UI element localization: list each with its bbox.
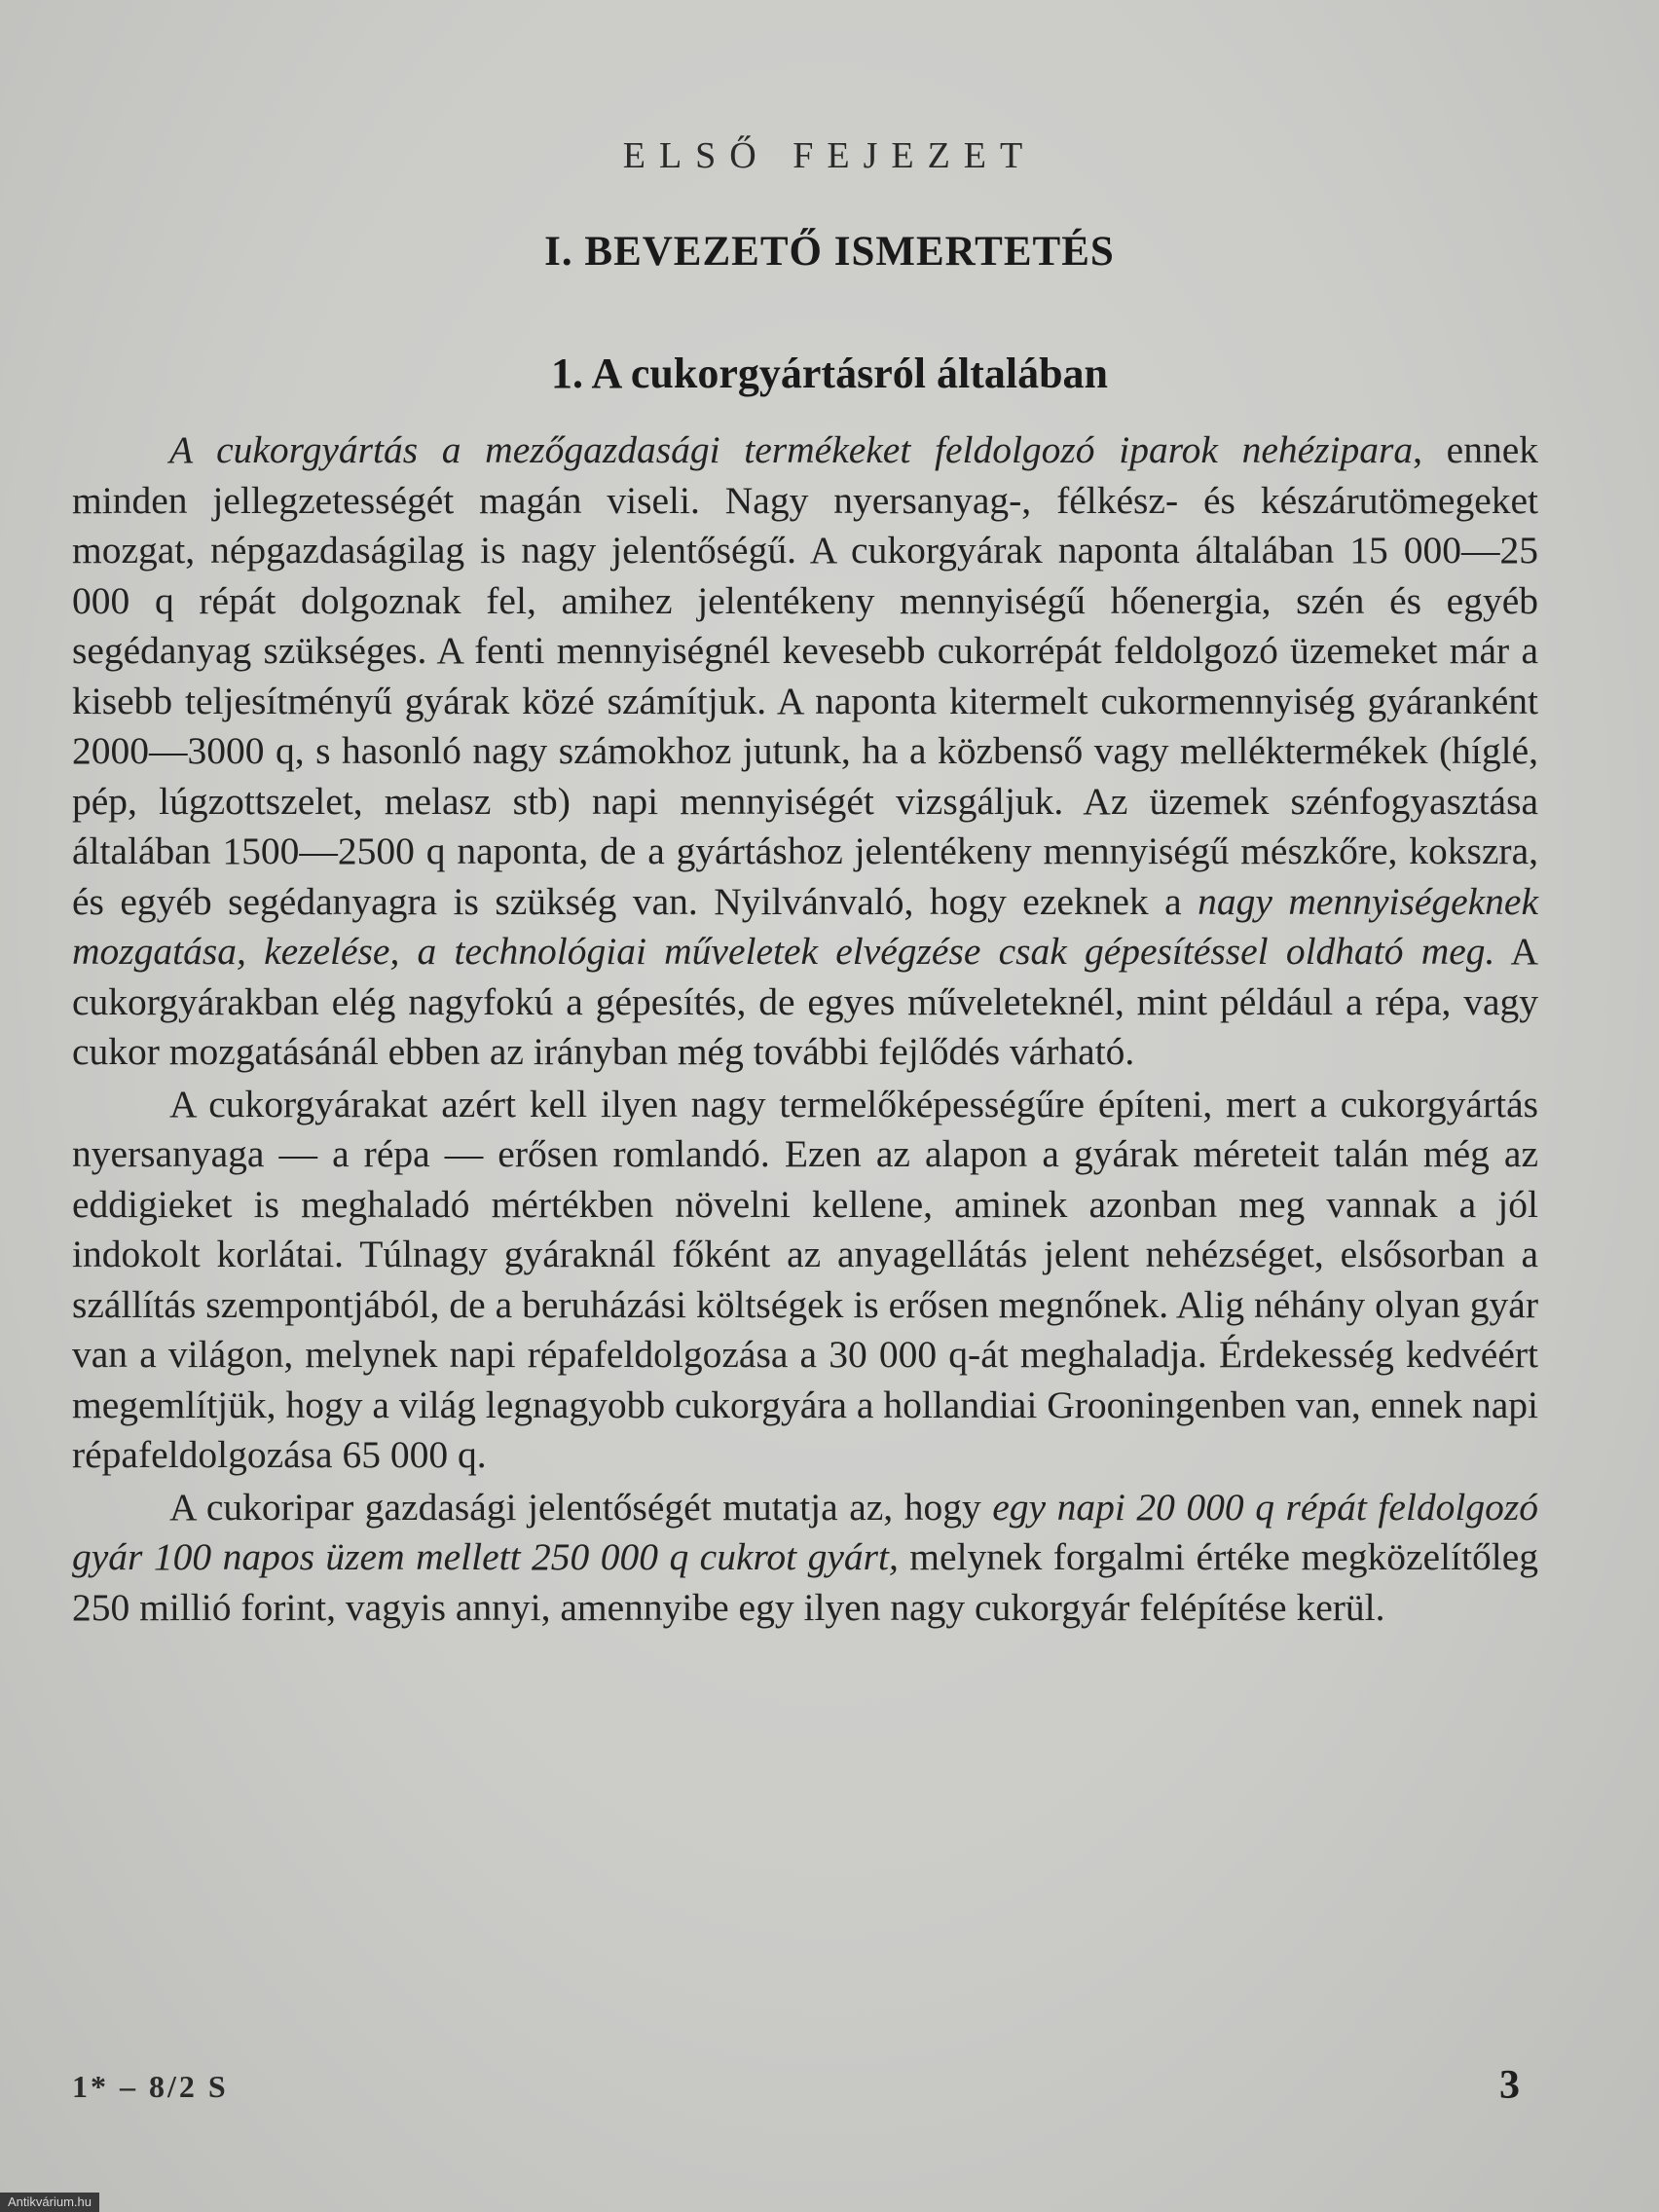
paragraph-2 — [72, 1080, 1538, 1481]
page-number: 3 — [1499, 2063, 1520, 2108]
paragraph-3 — [72, 1483, 1538, 1634]
chapter-heading: ELSŐ FEJEZET — [622, 135, 1037, 176]
paragraph-1-italic-mid: nagy mennyiségeknek mozgatása, kezelése, a technológiai műveletek elvégzése csak gépesítéssel oldható meg. — [72, 879, 1538, 973]
paragraph-1 — [72, 425, 1538, 1078]
page-title: I. BEVEZETŐ ISMERTETÉS — [544, 229, 1115, 275]
paragraph-1-italic-lead: A cukorgyártás a mezőgazdasági termékeket feldolgozó iparok nehézipara — [169, 428, 1414, 471]
printer-signature: 1* – 8/2 S — [72, 2069, 229, 2104]
section-heading: 1. A cukorgyártásról általában — [550, 350, 1109, 397]
paragraph-1-text-1: , ennek minden jellegzetességét magán viseli. Nagy nyersanyag-, félkész- és készárutömegeket mozgat, népgazdaságilag is nagy jelentőségű. A cukorgyárak naponta általában 15 000—25 000 q répát dolgoznak fel, amihez jelentékeny mennyiségű hőenergia, szén és egyéb segédanyag szükséges. A fenti mennyiségnél kevesebb cukorrépát feldolgozó üzemeket már a kisebb teljesítményű gyárak közé számítjuk. A naponta kitermelt cukormennyiség gyáranként 2000—3000 q, s hasonló nagy számokhoz jutunk, ha a közbenső vagy melléktermékek (híglé, pép, lúgzottszelet, melasz stb) napi mennyiségét vizsgáljuk. Az üzemek szénfogyasztása általában 1500—2500 q naponta, de a gyártáshoz jelentékeny mennyiségű mészkőre, kokszra, és egyéb segédanyagra is szükség van. Nyilvánvaló, hogy ezeknek a — [72, 428, 1538, 923]
paragraph-1-text-2: A cukorgyárakban elég nagyfokú a gépesítés, de egyes műveleteknél, mint például a répa, vagy cukor mozgatásánál ebben az irányban még további fejlődés várható. — [72, 930, 1538, 1073]
paragraph-2-text: A cukorgyárakat azért kell ilyen nagy termelőképességűre építeni, mert a cukorgyártás nyersanyaga — a répa — erősen romlandó. Ezen az alapon a gyárak méreteit talán még az eddigieket is meghaladó mértékben növelni kellene, aminek azonban meg vannak a jól indokolt korlátai. Túlnagy gyáraknál főként az anyagellátás jelent nehézséget, elsősorban a szállítás szempontjából, de a beruházási költségek is erősen megnőnek. Alig néhány olyan gyár van a világon, melynek napi répafeldolgozása a 30 000 q-át meghaladja. Érdekesség kedvéért megemlítjük, hogy a világ legnagyobb cukorgyára a hollandiai Grooningenben van, ennek napi répafeldolgozása 65 000 q. — [72, 1082, 1538, 1476]
paragraph-3-text-2: melynek forgalmi értéke megközelítőleg 250 millió forint, vagyis annyi, amennyibe egy ilyen nagy cukorgyár felépítése kerül. — [72, 1535, 1538, 1629]
paragraph-3-italic-mid: egy napi 20 000 q répát feldolgozó gyár 100 napos üzem mellett 250 000 q cukrot gyárt, — [72, 1485, 1538, 1578]
body-text — [72, 425, 1538, 1633]
paragraph-3-text-1: A cukoripar gazdasági jelentőségét mutatja az, hogy — [169, 1485, 993, 1529]
watermark: Antikvárium.hu — [0, 2193, 99, 2212]
